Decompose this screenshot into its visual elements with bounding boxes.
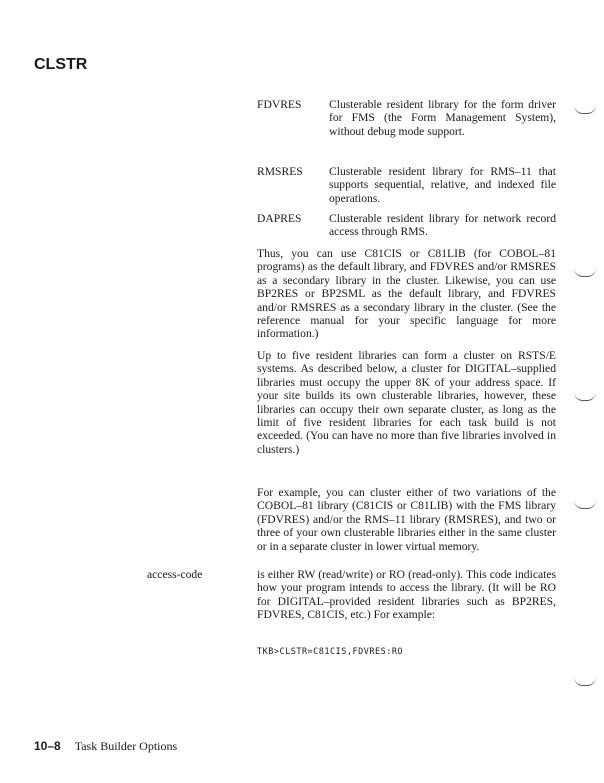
definition-term: DAPRES: [257, 212, 302, 225]
scan-mark: [574, 500, 596, 509]
definition-desc: Clusterable resident library for the form driver for FMS (the Form Management System), without debug mode support.: [329, 98, 556, 138]
footer-title: Task Builder Options: [74, 739, 178, 753]
page-number: 10–8: [34, 739, 61, 753]
definition-term: FDVRES: [257, 98, 302, 111]
definition-desc: Clusterable resident library for network record access through RMS.: [329, 212, 556, 239]
paragraph: Thus, you can use C81CIS or C81LIB (for COBOL–81 programs) as the default library, and FDVRES and/or RMSRES as a secondary library in the cluster. Likewise, you can use BP2RES or BP2SML as the default library, and FDVRES and/or RMSRES as a secondary library in the cluster. (See the reference manual for your specific language for more information.): [257, 247, 556, 341]
scan-mark: [574, 677, 596, 686]
paragraph: For example, you can cluster either of two variations of the COBOL–81 library (C81CIS or C81LIB) with the FMS library (FDVRES) and/or the RMS–11 library (RMSRES), and two or three of your own clusterable libraries either in the same cluster or in a separate cluster in lower virtual memory.: [257, 486, 556, 553]
code-example: TKB>CLSTR=C81CIS,FDVRES:RO: [257, 647, 404, 657]
definition-desc: Clusterable resident library for RMS–11 that supports sequential, relative, and indexed file operations.: [329, 165, 556, 205]
scan-mark: [574, 105, 596, 114]
paragraph: Up to five resident libraries can form a cluster on RSTS/E systems. As described below, a cluster for DIGITAL–supplied libraries must occupy the upper 8K of your address space. If your site builds its own clusterable libraries, however, these libraries can occupy their own separate cluster, as long as the limit of five resident libraries for each task build is not exceeded. (You can have no more than five libraries involved in clusters.): [257, 349, 556, 456]
page-footer: [34, 740, 177, 753]
scan-mark: [574, 392, 596, 401]
scan-mark: [574, 268, 596, 277]
page-title: CLSTR: [34, 56, 88, 73]
definition-term: RMSRES: [257, 165, 303, 178]
access-code-term: access-code: [147, 568, 203, 581]
access-code-desc: is either RW (read/write) or RO (read-only). This code indicates how your program intends to access the library. (It will be RO for DIGITAL–provided resident libraries such as BP2RES, FDVRES, C81CIS, etc.) For example:: [257, 568, 556, 622]
